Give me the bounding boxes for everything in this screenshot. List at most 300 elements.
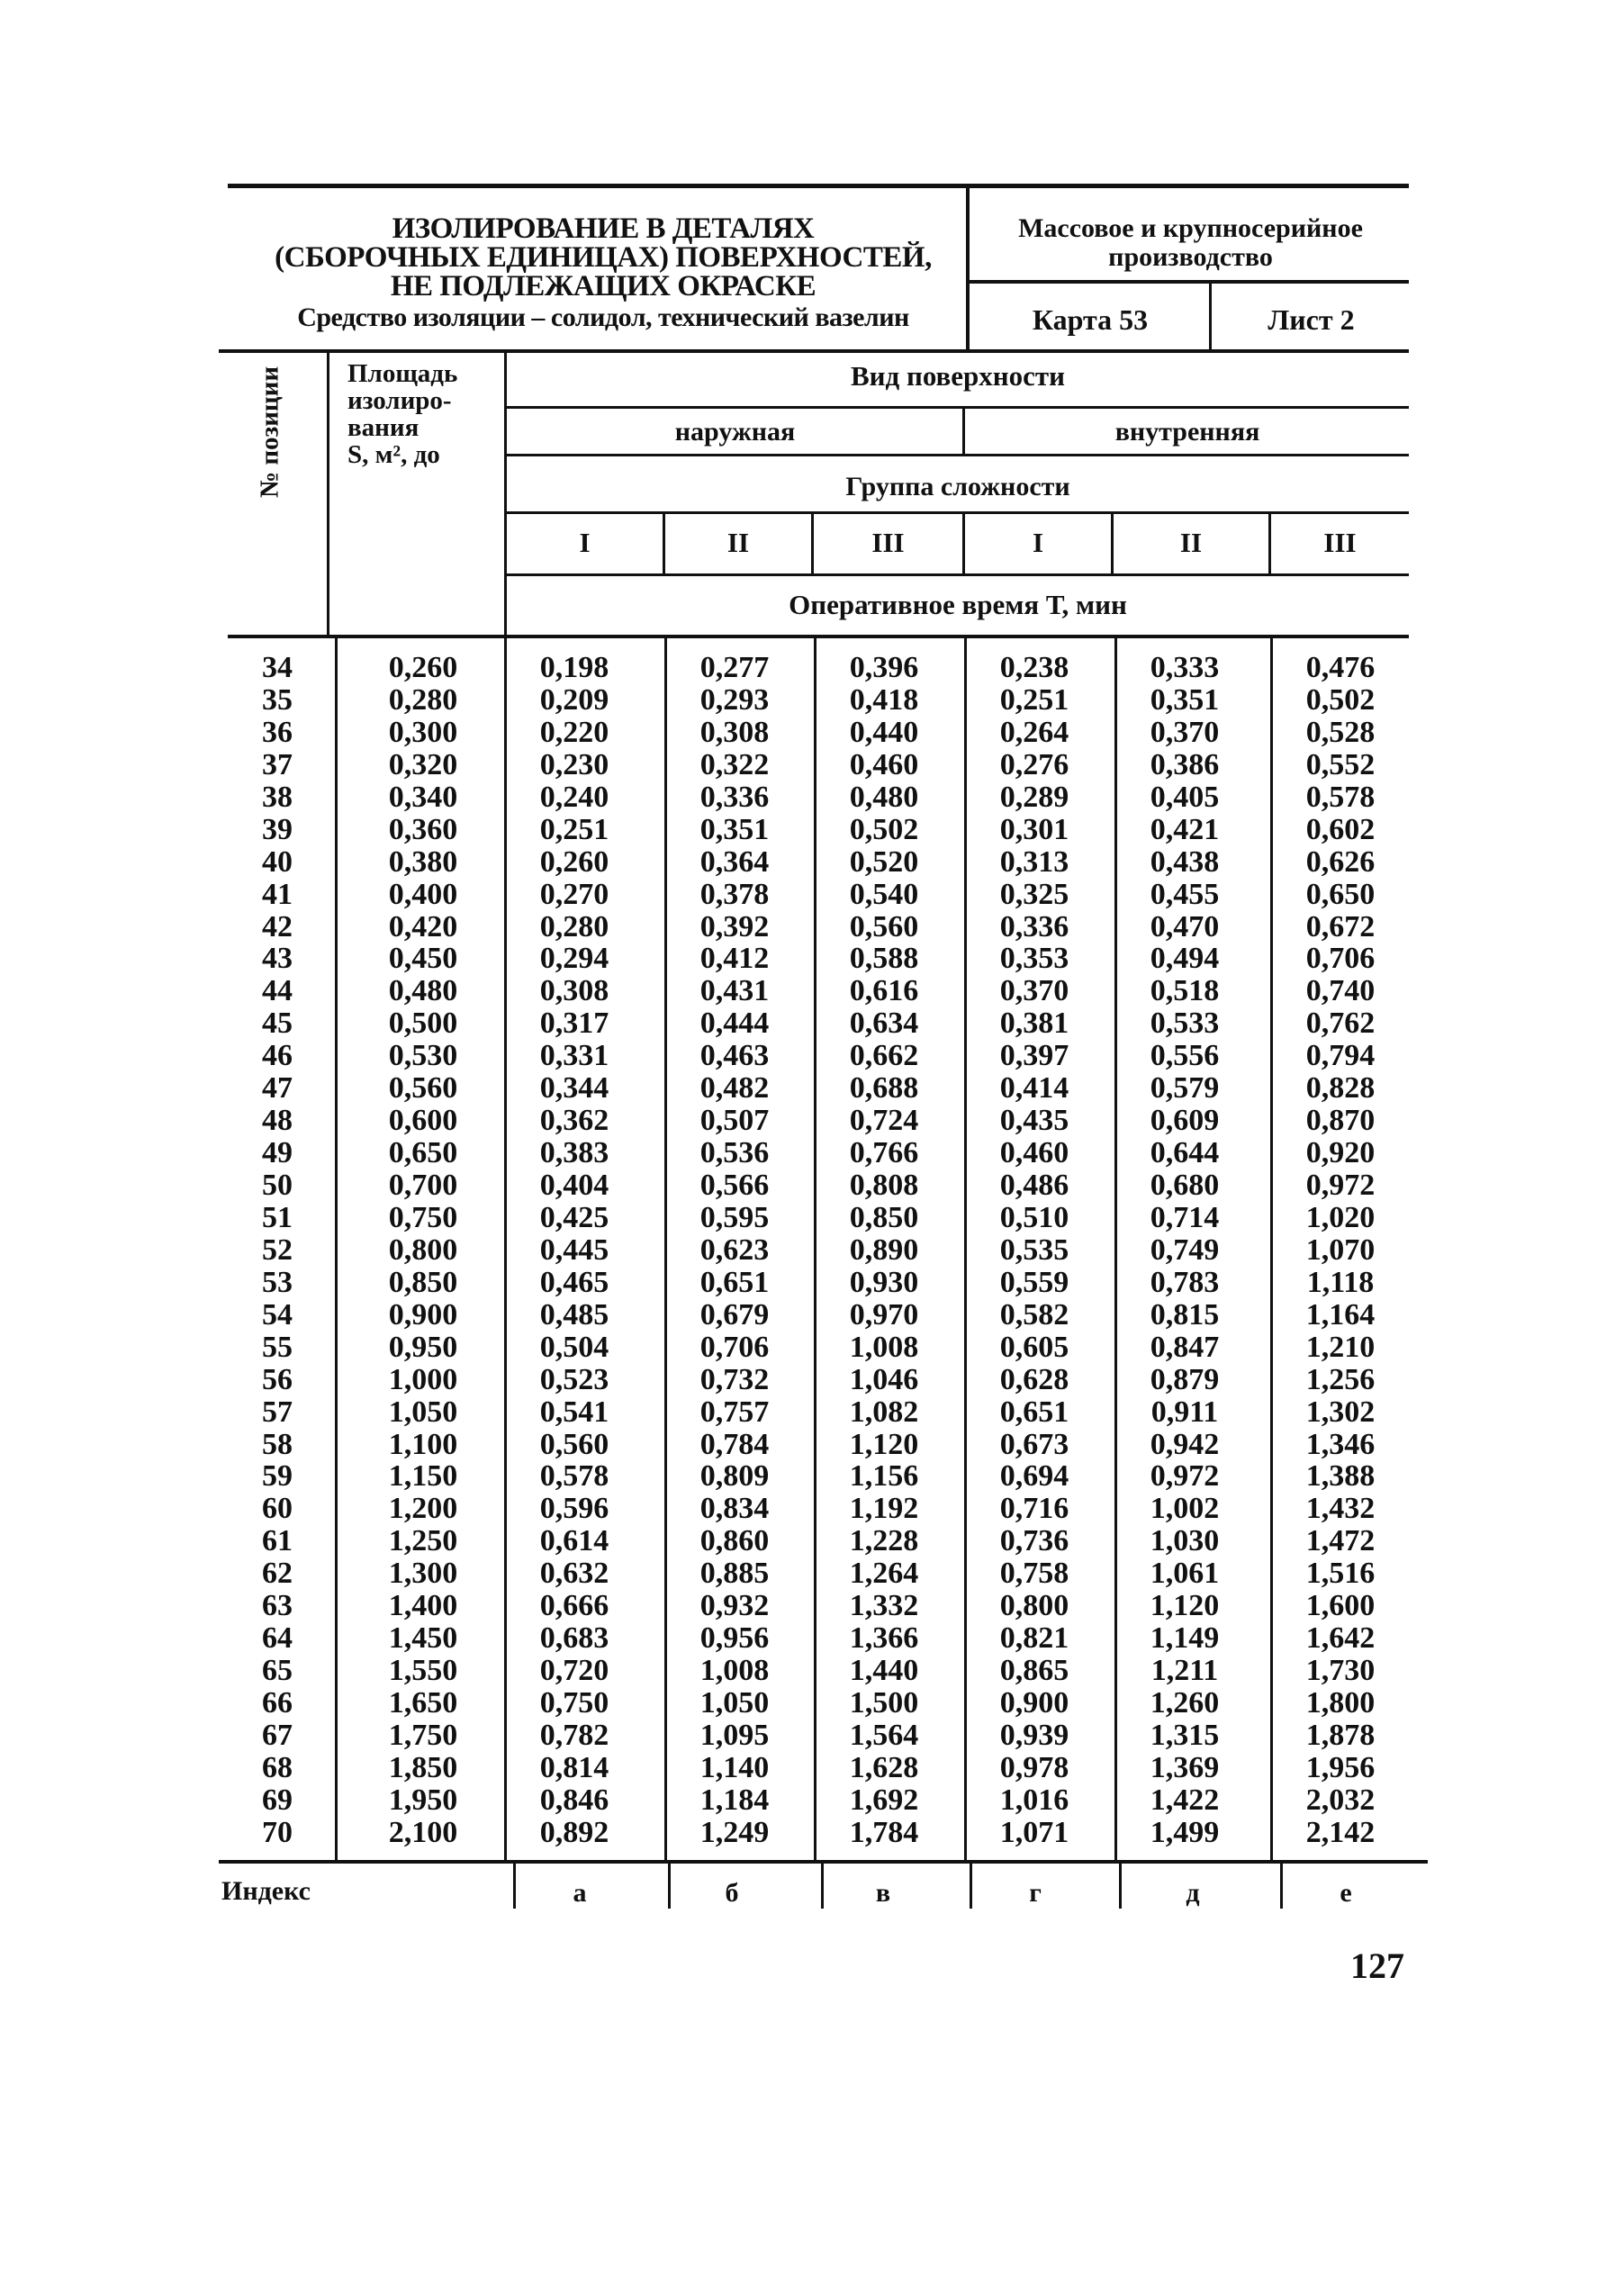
table-cell: 0,688 [849, 1071, 919, 1106]
table-cell: 0,634 [849, 1007, 919, 1041]
table-cell: 0,683 [539, 1621, 609, 1656]
table-cell: 0,470 [1150, 909, 1220, 943]
table-cell: 1,008 [699, 1654, 770, 1688]
table-cell: 1,095 [699, 1718, 770, 1752]
table-cell: 0,566 [699, 1169, 770, 1202]
table-cell: 0,706 [1305, 942, 1376, 976]
table-cell: 1,302 [1305, 1395, 1376, 1429]
table-cell: 1,564 [849, 1718, 919, 1752]
table-cell: 40 [262, 844, 293, 879]
table-cell: 0,939 [999, 1718, 1069, 1752]
table-cell: 48 [262, 1104, 293, 1138]
table-cell: 1,249 [699, 1815, 770, 1849]
table-cell: 53 [262, 1265, 293, 1299]
table-cell: 1,164 [1305, 1297, 1376, 1332]
table-cell: 0,865 [999, 1654, 1069, 1688]
table-cell: 59 [262, 1459, 293, 1494]
table-cell: 0,782 [539, 1718, 609, 1752]
index-d: д [1186, 1878, 1200, 1908]
table-cell: 0,331 [539, 1039, 609, 1073]
table-cell: 36 [262, 715, 293, 749]
table-cell: 0,520 [849, 844, 919, 879]
title-line-3: НЕ ПОДЛЕЖАЩИХ ОКРАСКЕ [390, 270, 817, 302]
table-cell: 0,476 [1305, 651, 1376, 684]
table-cell: 1,211 [1150, 1654, 1219, 1688]
table-cell: 0,251 [539, 812, 609, 846]
table-cell: 0,425 [539, 1200, 609, 1234]
table-cell: 0,714 [1150, 1200, 1220, 1234]
table-cell: 0,378 [699, 877, 770, 911]
table-cell: 0,370 [999, 974, 1069, 1008]
table-cell: 0,460 [999, 1136, 1069, 1170]
index-e: е [1340, 1878, 1352, 1908]
position-column-line [327, 353, 329, 635]
table-cell: 1,500 [849, 1686, 919, 1720]
title-line-2: (СБОРОЧНЫХ ЕДИНИЦАХ) ПОВЕРХНОСТЕЙ, [275, 241, 932, 274]
table-cell: 0,847 [1150, 1330, 1220, 1364]
sheet-number: Лист 2 [1268, 303, 1355, 336]
table-cell: 2,142 [1305, 1815, 1376, 1849]
table-cell: 0,289 [999, 780, 1069, 814]
group-outer-3: III [871, 527, 905, 558]
table-cell: 0,317 [539, 1007, 609, 1041]
table-cell: 1,210 [1305, 1330, 1376, 1364]
table-cell: 0,502 [1305, 682, 1376, 717]
table-cell: 0,821 [999, 1621, 1069, 1656]
table-cell: 1,850 [388, 1750, 458, 1784]
table-cell: 0,932 [699, 1589, 770, 1623]
table-cell: 0,605 [999, 1330, 1069, 1364]
table-cell: 42 [262, 909, 293, 943]
index-g: г [1029, 1878, 1042, 1908]
table-cell: 2,032 [1305, 1783, 1376, 1817]
table-cell: 0,518 [1150, 974, 1220, 1008]
table-cell: 0,344 [539, 1071, 609, 1106]
table-cell: 0,808 [849, 1169, 919, 1202]
table-cell: 37 [262, 747, 293, 781]
table-cell: 0,381 [999, 1007, 1069, 1041]
table-cell: 0,716 [999, 1492, 1069, 1526]
table-cell: 50 [262, 1169, 293, 1202]
table-cell: 0,463 [699, 1039, 770, 1073]
table-cell: 0,500 [388, 1007, 458, 1041]
table-cell: 0,815 [1150, 1297, 1220, 1332]
outer-inner-rule [507, 454, 1409, 456]
table-cell: 1,369 [1150, 1750, 1220, 1784]
table-cell: 0,412 [699, 942, 770, 976]
table-cell: 0,930 [849, 1265, 919, 1299]
group-outer-1: I [579, 527, 591, 558]
table-cell: 0,455 [1150, 877, 1220, 911]
table-cell: 0,942 [1150, 1427, 1220, 1461]
table-cell: 61 [262, 1524, 293, 1558]
table-cell: 1,118 [1306, 1265, 1375, 1299]
table-cell: 0,626 [1305, 844, 1376, 879]
group-outer-2: II [726, 527, 750, 558]
table-cell: 1,332 [849, 1589, 919, 1623]
table-cell: 0,560 [849, 909, 919, 943]
table-cell: 0,758 [999, 1557, 1069, 1591]
table-cell: 1,650 [388, 1686, 458, 1720]
table-cell: 34 [262, 651, 293, 684]
table-cell: 0,560 [388, 1071, 458, 1106]
table-cell: 0,264 [999, 715, 1069, 749]
table-cell: 1,200 [388, 1492, 458, 1526]
table-cell: 0,834 [699, 1492, 770, 1526]
table-cell: 43 [262, 942, 293, 976]
index-b: б [725, 1878, 739, 1908]
table-cell: 0,510 [999, 1200, 1069, 1234]
table-cell: 1,628 [849, 1750, 919, 1784]
surface-type-header: Вид поверхности [850, 360, 1065, 392]
top-rule [228, 184, 1409, 188]
table-cell: 0,301 [999, 812, 1069, 846]
table-cell: 0,582 [999, 1297, 1069, 1332]
table-cell: 0,850 [388, 1265, 458, 1299]
table-cell: 0,238 [999, 651, 1069, 684]
table-cell: 64 [262, 1621, 293, 1656]
table-cell: 0,444 [699, 1007, 770, 1041]
table-cell: 1,692 [849, 1783, 919, 1817]
table-cell: 0,396 [849, 651, 919, 684]
table-cell: 0,485 [539, 1297, 609, 1332]
table-cell: 0,666 [539, 1589, 609, 1623]
table-cell: 0,672 [1305, 909, 1376, 943]
inner-III-column [1273, 652, 1408, 1849]
table-cell: 0,364 [699, 844, 770, 879]
table-cell: 0,750 [388, 1200, 458, 1234]
index-divider-4 [1119, 1864, 1122, 1909]
operative-time-header: Оперативное время Т, мин [789, 589, 1127, 620]
table-cell: 0,431 [699, 974, 770, 1008]
table-cell: 0,662 [849, 1039, 919, 1073]
table-cell: 0,651 [999, 1395, 1069, 1429]
table-cell: 0,578 [1305, 780, 1376, 814]
table-cell: 0,445 [539, 1232, 609, 1267]
table-cell: 0,220 [539, 715, 609, 749]
table-cell: 0,435 [999, 1104, 1069, 1138]
table-cell: 0,320 [388, 747, 458, 781]
group-inner-3: III [1323, 527, 1357, 558]
table-cell: 0,644 [1150, 1136, 1220, 1170]
table-cell: 0,850 [849, 1200, 919, 1234]
table-cell: 1,071 [999, 1815, 1069, 1849]
index-v: в [875, 1878, 891, 1908]
area-header-line-2: изолиро- [347, 386, 452, 415]
table-cell: 1,422 [1150, 1783, 1220, 1817]
table-top-rule [219, 349, 1409, 353]
table-cell: 1,878 [1305, 1718, 1376, 1752]
table-cell: 0,450 [388, 942, 458, 976]
table-cell: 0,724 [849, 1104, 919, 1138]
table-cell: 0,540 [849, 877, 919, 911]
table-cell: 0,333 [1150, 651, 1220, 684]
table-cell: 45 [262, 1007, 293, 1041]
table-cell: 0,480 [849, 780, 919, 814]
table-cell: 1,315 [1150, 1718, 1220, 1752]
table-cell: 0,270 [539, 877, 609, 911]
table-cell: 0,740 [1305, 974, 1376, 1008]
table-cell: 0,706 [699, 1330, 770, 1364]
table-cell: 52 [262, 1232, 293, 1267]
card-sheet-divider [1209, 280, 1212, 351]
table-cell: 0,300 [388, 715, 458, 749]
table-cell: 0,632 [539, 1557, 609, 1591]
table-cell: 2,100 [388, 1815, 458, 1849]
table-cell: 1,250 [388, 1524, 458, 1558]
body-line-position [335, 638, 338, 1861]
table-cell: 0,386 [1150, 747, 1220, 781]
table-cell: 69 [262, 1783, 293, 1817]
table-cell: 0,892 [539, 1815, 609, 1849]
table-cell: 0,209 [539, 682, 609, 717]
table-cell: 58 [262, 1427, 293, 1461]
table-cell: 0,482 [699, 1071, 770, 1106]
table-cell: 0,560 [539, 1427, 609, 1461]
table-cell: 0,340 [388, 780, 458, 814]
table-cell: 1,472 [1305, 1524, 1376, 1558]
table-cell: 1,800 [1305, 1686, 1376, 1720]
table-cell: 1,784 [849, 1815, 919, 1849]
table-cell: 1,002 [1150, 1492, 1220, 1526]
table-cell: 0,486 [999, 1169, 1069, 1202]
table-cell: 1,192 [849, 1492, 919, 1526]
table-cell: 0,972 [1305, 1169, 1376, 1202]
table-cell: 0,260 [539, 844, 609, 879]
table-cell: 1,956 [1305, 1750, 1376, 1784]
table-cell: 0,383 [539, 1136, 609, 1170]
table-cell: 0,277 [699, 651, 770, 684]
table-cell: 1,600 [1305, 1589, 1376, 1623]
complexity-group-header: Группа сложности [845, 472, 1070, 501]
table-cell: 1,100 [388, 1427, 458, 1461]
table-cell: 1,149 [1150, 1621, 1220, 1656]
table-cell: 0,541 [539, 1395, 609, 1429]
title-line-1: ИЗОЛИРОВАНИЕ В ДЕТАЛЯХ [392, 212, 815, 245]
table-cell: 1,516 [1305, 1557, 1376, 1591]
area-header-line-1: Площадь [347, 359, 458, 388]
table-cell: 55 [262, 1330, 293, 1364]
table-cell: 0,600 [388, 1104, 458, 1138]
header-bottom-rule [228, 635, 1409, 638]
table-cell: 1,550 [388, 1654, 458, 1688]
table-cell: 0,362 [539, 1104, 609, 1138]
table-cell: 54 [262, 1297, 293, 1332]
table-cell: 0,535 [999, 1232, 1069, 1267]
table-cell: 1,150 [388, 1459, 458, 1494]
table-cell: 0,507 [699, 1104, 770, 1138]
table-cell: 0,609 [1150, 1104, 1220, 1138]
table-cell: 0,623 [699, 1232, 770, 1267]
table-cell: 1,140 [699, 1750, 770, 1784]
table-cell: 1,061 [1150, 1557, 1220, 1591]
index-a: а [573, 1878, 587, 1908]
table-cell: 0,380 [388, 844, 458, 879]
table-cell: 0,650 [388, 1136, 458, 1170]
table-cell: 1,120 [849, 1427, 919, 1461]
table-cell: 0,694 [999, 1459, 1069, 1494]
table-cell: 1,730 [1305, 1654, 1376, 1688]
table-cell: 0,438 [1150, 844, 1220, 879]
table-cell: 0,720 [539, 1654, 609, 1688]
table-cell: 1,388 [1305, 1459, 1376, 1494]
table-cell: 0,794 [1305, 1039, 1376, 1073]
table-cell: 0,800 [999, 1589, 1069, 1623]
table-cell: 0,860 [699, 1524, 770, 1558]
table-cell: 0,480 [388, 974, 458, 1008]
document-title [234, 214, 972, 333]
table-cell: 0,920 [1305, 1136, 1376, 1170]
table-cell: 1,642 [1305, 1621, 1376, 1656]
area-column [342, 652, 504, 1849]
table-cell: 67 [262, 1718, 293, 1752]
table-cell: 0,846 [539, 1783, 609, 1817]
outer-III-column [817, 652, 952, 1849]
table-cell: 0,559 [999, 1265, 1069, 1299]
table-cell: 0,536 [699, 1136, 770, 1170]
position-header-text: № позиции [255, 366, 284, 499]
table-cell: 1,750 [388, 1718, 458, 1752]
table-cell: 46 [262, 1039, 293, 1073]
area-header [335, 360, 519, 468]
production-line-1: Массовое и крупносерийное [1018, 213, 1363, 243]
table-cell: 0,552 [1305, 747, 1376, 781]
page-number: 127 [1350, 1945, 1404, 1986]
table-cell: 0,578 [539, 1459, 609, 1494]
table-cell: 0,421 [1150, 812, 1220, 846]
complexity-rule [507, 511, 1409, 514]
table-cell: 0,978 [999, 1750, 1069, 1784]
index-divider-0 [513, 1864, 516, 1909]
isolation-means: Средство изоляции – солидол, технический вазелин [297, 302, 909, 332]
index-divider-1 [668, 1864, 671, 1909]
table-cell: 1,256 [1305, 1362, 1376, 1396]
table-cell: 0,757 [699, 1395, 770, 1429]
table-cell: 1,016 [999, 1783, 1069, 1817]
table-cell: 0,504 [539, 1330, 609, 1364]
table-cell: 0,502 [849, 812, 919, 846]
table-cell: 0,784 [699, 1427, 770, 1461]
table-cell: 1,228 [849, 1524, 919, 1558]
table-cell: 0,783 [1150, 1265, 1220, 1299]
table-cell: 0,749 [1150, 1232, 1220, 1267]
table-cell: 68 [262, 1750, 293, 1784]
table-cell: 0,260 [388, 651, 458, 684]
table-cell: 0,879 [1150, 1362, 1220, 1396]
table-cell: 0,251 [999, 682, 1069, 717]
table-cell: 0,523 [539, 1362, 609, 1396]
table-cell: 41 [262, 877, 293, 911]
table-cell: 51 [262, 1200, 293, 1234]
table-cell: 0,240 [539, 780, 609, 814]
table-cell: 0,616 [849, 974, 919, 1008]
table-cell: 66 [262, 1686, 293, 1720]
table-cell: 1,046 [849, 1362, 919, 1396]
table-cell: 0,900 [388, 1297, 458, 1332]
table-cell: 0,800 [388, 1232, 458, 1267]
table-cell: 0,680 [1150, 1169, 1220, 1202]
table-cell: 0,440 [849, 715, 919, 749]
table-cell: 0,970 [849, 1297, 919, 1332]
index-divider-2 [821, 1864, 824, 1909]
table-cell: 0,351 [1150, 682, 1220, 717]
table-cell: 0,911 [1150, 1395, 1219, 1429]
table-cell: 0,651 [699, 1265, 770, 1299]
index-divider-5 [1280, 1864, 1283, 1909]
table-cell: 49 [262, 1136, 293, 1170]
table-cell: 65 [262, 1654, 293, 1688]
table-cell: 1,030 [1150, 1524, 1220, 1558]
table-cell: 0,885 [699, 1557, 770, 1591]
table-cell: 0,673 [999, 1427, 1069, 1461]
groups-rule [507, 573, 1409, 576]
table-cell: 0,602 [1305, 812, 1376, 846]
table-cell: 1,008 [849, 1330, 919, 1364]
table-cell: 0,414 [999, 1071, 1069, 1106]
table-cell: 0,351 [699, 812, 770, 846]
table-cell: 0,814 [539, 1750, 609, 1784]
table-cell: 0,533 [1150, 1007, 1220, 1041]
table-cell: 0,766 [849, 1136, 919, 1170]
inner-II-column [1117, 652, 1252, 1849]
table-cell: 1,346 [1305, 1427, 1376, 1461]
index-label: Индекс [221, 1876, 311, 1906]
table-cell: 0,679 [699, 1297, 770, 1332]
table-cell: 0,397 [999, 1039, 1069, 1073]
index-divider-3 [970, 1864, 972, 1909]
table-cell: 0,700 [388, 1169, 458, 1202]
table-cell: 0,370 [1150, 715, 1220, 749]
area-header-line-4: S, м², до [347, 440, 440, 469]
area-header-line-3: вания [347, 413, 420, 442]
header-right-rule [970, 280, 1409, 284]
table-cell: 0,528 [1305, 715, 1376, 749]
position-column [241, 652, 313, 1849]
table-cell: 0,322 [699, 747, 770, 781]
table-cell: 0,828 [1305, 1071, 1376, 1106]
table-cell: 1,264 [849, 1557, 919, 1591]
table-cell: 0,294 [539, 942, 609, 976]
table-cell: 47 [262, 1071, 293, 1106]
table-cell: 38 [262, 780, 293, 814]
table-cell: 0,956 [699, 1621, 770, 1656]
table-cell: 0,420 [388, 909, 458, 943]
outer-II-column [667, 652, 802, 1849]
table-cell: 70 [262, 1815, 293, 1849]
production-line-2: производство [1108, 242, 1273, 272]
table-cell: 1,300 [388, 1557, 458, 1591]
table-cell: 0,762 [1305, 1007, 1376, 1041]
table-cell: 1,000 [388, 1362, 458, 1396]
table-cell: 0,198 [539, 651, 609, 684]
table-cell: 0,588 [849, 942, 919, 976]
table-cell: 0,732 [699, 1362, 770, 1396]
outer-surface-header: наружная [674, 417, 796, 447]
table-cell: 0,230 [539, 747, 609, 781]
table-cell: 35 [262, 682, 293, 717]
table-cell: 0,460 [849, 747, 919, 781]
table-cell: 0,293 [699, 682, 770, 717]
table-cell: 0,404 [539, 1169, 609, 1202]
production-type [972, 214, 1409, 272]
table-cell: 56 [262, 1362, 293, 1396]
table-cell: 0,736 [999, 1524, 1069, 1558]
table-cell: 1,400 [388, 1589, 458, 1623]
table-cell: 62 [262, 1557, 293, 1591]
table-cell: 0,614 [539, 1524, 609, 1558]
table-cell: 0,950 [388, 1330, 458, 1364]
table-cell: 1,440 [849, 1654, 919, 1688]
